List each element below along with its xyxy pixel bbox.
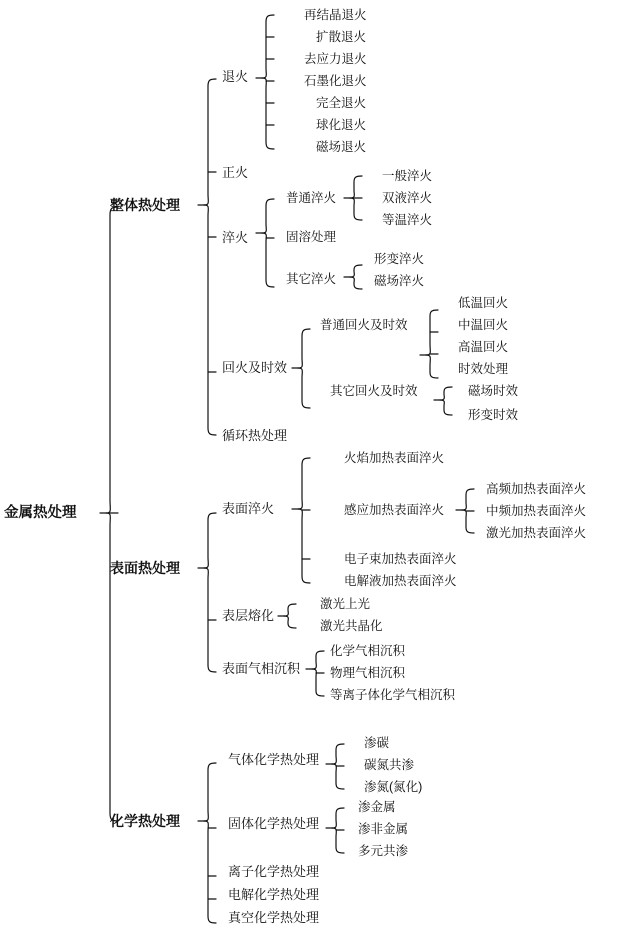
whole-brace-top [204, 79, 216, 205]
node-strain-aging: 形变时效 [468, 408, 519, 422]
chem-brace-top [204, 763, 216, 821]
node-ausforming-quenching: 形变淬火 [374, 252, 425, 266]
node-diffusion-annealing: 扩散退火 [316, 30, 367, 44]
annealing-brace-top [262, 15, 274, 78]
othq-brace-top [350, 265, 362, 277]
melt-brace-bottom [284, 616, 296, 628]
node-high-frequency-surface-quenching: 高频加热表面淬火 [486, 482, 587, 496]
otht-brace-top [440, 387, 452, 400]
node-cyclic-heat-treatment: 循环热处理 [222, 428, 288, 443]
otht-brace-bottom [440, 400, 452, 415]
ordt-brace-bottom [426, 355, 438, 378]
node-electrolytic-chemical-heat-treatment: 电解化学热处理 [228, 887, 320, 902]
node-general-quenching: 一般淬火 [382, 169, 433, 183]
temp-brace-top [298, 329, 310, 368]
node-graphitizing-annealing: 石墨化退火 [304, 74, 367, 88]
node-carburizing: 渗碳 [364, 736, 390, 750]
cvd-brace-bottom [312, 669, 324, 696]
ind-brace-bottom [462, 510, 474, 533]
node-surface-vapor-deposition: 表面气相沉积 [222, 661, 301, 676]
node-multi-element-diffusion: 多元共渗 [358, 844, 409, 858]
node-medium-frequency-surface-quenching: 中频加热表面淬火 [486, 504, 587, 518]
sq-brace-top [298, 458, 310, 509]
root-brace-top [106, 207, 118, 513]
node-magnetic-field-annealing: 磁场退火 [316, 140, 367, 154]
node-annealing: 退火 [222, 69, 249, 84]
ordq-brace-top [350, 176, 362, 198]
melt-brace-top [284, 604, 296, 616]
node-full-annealing: 完全退火 [316, 96, 367, 110]
ordq-brace-bottom [350, 198, 362, 220]
node-aging-treatment: 时效处理 [458, 362, 509, 376]
othq-brace-bottom [350, 277, 362, 289]
surface-brace-top [204, 513, 216, 568]
solid-brace-top [332, 808, 344, 828]
node-chemical-heat-treatment: 化学热处理 [110, 813, 180, 829]
node-quenching: 淬火 [222, 230, 249, 245]
ind-brace-top [462, 489, 474, 510]
surface-brace-bottom [204, 568, 216, 672]
node-spheroidizing-annealing: 球化退火 [316, 118, 367, 132]
node-surface-melting: 表层熔化 [222, 608, 275, 623]
node-plasma-cvd: 等离子体化学气相沉积 [330, 688, 456, 702]
node-ordinary-tempering-aging: 普通回火及时效 [320, 318, 408, 332]
node-chemical-vapor-deposition: 化学气相沉积 [330, 644, 406, 658]
ordt-brace-top [426, 310, 438, 355]
node-low-temp-tempering: 低温回火 [458, 296, 509, 310]
node-austempering: 等温淬火 [382, 213, 433, 227]
node-normalizing: 正火 [222, 165, 249, 180]
node-magnetic-field-quenching: 磁场淬火 [374, 274, 425, 288]
quench-brace-bottom [262, 233, 274, 287]
node-laser-glazing: 激光上光 [320, 597, 371, 611]
node-gas-chemical-heat-treatment: 气体化学热处理 [228, 752, 320, 767]
annealing-brace-bottom [262, 78, 274, 149]
node-electrolyte-heating-surface-quenching: 电解液加热表面淬火 [344, 574, 457, 588]
node-metallizing: 渗金属 [358, 800, 396, 814]
node-other-tempering-aging: 其它回火及时效 [330, 384, 418, 398]
sq-brace-bottom [298, 509, 310, 583]
chem-brace-bottom [204, 821, 216, 923]
gas-brace-bottom [332, 764, 344, 789]
quench-brace-top [262, 199, 274, 233]
node-induction-heating-surface-quenching: 感应加热表面淬火 [344, 503, 445, 517]
node-surface-heat-treatment: 表面热处理 [110, 560, 180, 576]
node-whole-heat-treatment: 整体热处理 [110, 197, 180, 213]
node-laser-eutectic: 激光共晶化 [320, 619, 383, 633]
node-ordinary-quenching: 普通淬火 [286, 191, 337, 205]
node-double-liquid-quenching: 双液淬火 [382, 191, 433, 205]
node-vacuum-chemical-heat-treatment: 真空化学热处理 [228, 910, 320, 925]
node-tempering-and-aging: 回火及时效 [222, 360, 288, 375]
node-recrystallization-annealing: 再结晶退火 [304, 8, 367, 22]
cvd-brace-top [312, 651, 324, 669]
node-high-temp-tempering: 高温回火 [458, 340, 509, 354]
solid-brace-bottom [332, 828, 344, 853]
node-nitriding: 渗氮(氮化) [364, 780, 423, 794]
node-laser-heating-surface-quenching: 激光加热表面淬火 [486, 526, 587, 540]
node-ion-chemical-heat-treatment: 离子化学热处理 [228, 864, 320, 879]
node-other-quenching: 其它淬火 [286, 272, 337, 286]
node-solid-chemical-heat-treatment: 固体化学热处理 [228, 816, 320, 831]
node-magnetic-field-aging: 磁场时效 [468, 384, 519, 398]
node-physical-vapor-deposition: 物理气相沉积 [330, 666, 406, 680]
diagram-root-label: 金属热处理 [4, 505, 77, 521]
node-medium-temp-tempering: 中温回火 [458, 318, 509, 332]
node-electron-beam-surface-quenching: 电子束加热表面淬火 [344, 552, 457, 566]
node-flame-heating-surface-quenching: 火焰加热表面淬火 [344, 451, 445, 465]
node-stress-relief-annealing: 去应力退火 [304, 52, 367, 66]
node-solution-treatment: 固溶处理 [286, 230, 337, 244]
node-surface-quenching: 表面淬火 [222, 501, 275, 516]
whole-brace-bottom [204, 205, 216, 435]
node-carbonitriding: 碳氮共渗 [364, 758, 415, 772]
node-non-metal-diffusion: 渗非金属 [358, 822, 409, 836]
gas-brace-top [332, 744, 344, 764]
temp-brace-bottom [298, 368, 310, 408]
